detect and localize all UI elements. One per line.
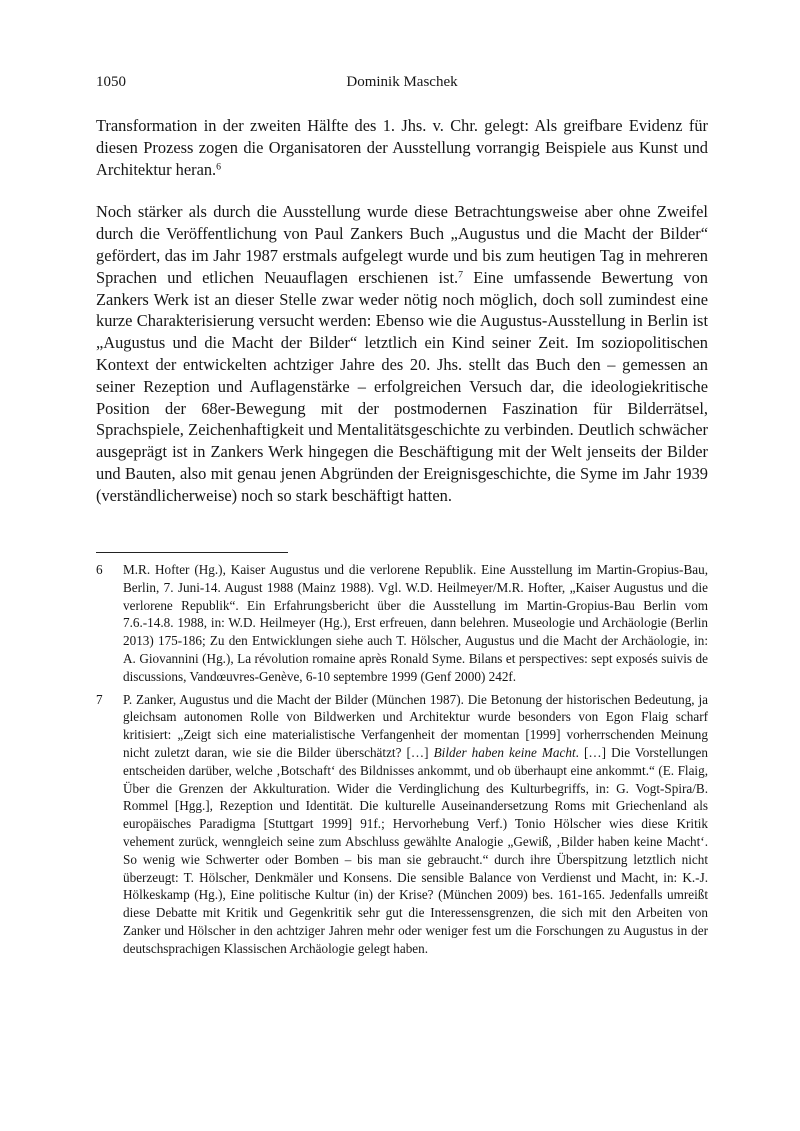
footnote-7 — [96, 691, 708, 958]
footnote-7-text-start: P. Zanker, Augustus und die Macht der Bilder (München 1987). Die Betonung der historischen Bedeutung, ja gleichsam autonomen Rolle von Bildwerken und Architektur wurde besonders von Egon Flaig scharf kritisiert: „Zeigt sich eine materialistische Verfangenheit der momentan [1999] vorherrschenden Meinung nicht zuletzt daran, wie sie die Bilder überschätzt? […] — [123, 691, 708, 760]
paragraph-2-text-start: Noch stärker als durch die Ausstellung wurde diese Betrachtungsweise aber ohne Zweifel durch die Veröffentlichung von Paul Zankers Buch „Augustus und die Macht der Bilder“ gefördert, das im Jahr 1987 erstmals aufgelegt wurde und bis zum heutigen Tag in mehreren Sprachen und etlichen Neuauflagen erschienen ist. — [96, 202, 708, 287]
footnotes — [96, 561, 708, 958]
footnote-6 — [96, 561, 708, 686]
footnote-separator — [96, 552, 288, 553]
footnote-7-text-end: . […] Die Vorstellungen entscheiden darüber, welche ‚Botschaft‘ des Bildnisses ankommt, und ob überhaupt eine ankommt.“ (E. Flaig, Über die Grenzen der Akkulturation. Wider die Verdinglichung des Kulturbegriffs, in: G. Vogt-Spira/B. Rommel [Hgg.], Rezeption und Identität. Die kulturelle Auseinandersetzung Roms mit Griechenland als europäisches Paradigma [Stuttgart 1999] 91f.; Hervorhebung Verf.) Tonio Hölscher wies diese Kritik vehement zurück, wenngleich seine zum Abschluss gewählte Analogie „Gewiß, ‚Bilder haben keine Macht‘. So wenig wie Schwerter oder Bomben – bis man sie gebraucht.“ durch ihre Überspitzung letztlich nicht überzeugt: T. Hölscher, Denkmäler und Konsens. Die sensible Balance von Verdienst und Macht, in: K.-J. Hölkeskamp (Hg.), Eine politische Kultur (in) der Krise? (München 2009) bes. 161-165. Jedenfalls umreißt diese Debatte mit Kritik und Gegenkritik sehr gut die Interessensgrenzen, die sich mit den Arbeiten von Zanker und Hölscher in den achtziger Jahren mehr oder weniger fest um die Forschungen zu Augustus in der deutschsprachigen Klassischen Archäologie gelegt haben. — [123, 744, 709, 956]
paragraph-1-text: Transformation in der zweiten Hälfte des 1. Jhs. v. Chr. gelegt: Als greifbare Evidenz für diesen Prozess zogen die Organisatoren der Ausstellung vorrangig Beispiele aus Kunst und Architektur heran. — [96, 116, 708, 179]
footnote-number: 7 — [96, 691, 103, 707]
footnote-text — [123, 691, 708, 958]
footnote-7-quote-italic: Bilder haben keine Macht — [433, 744, 576, 760]
footnote-text: M.R. Hofter (Hg.), Kaiser Augustus und die verlorene Republik. Eine Ausstellung im Martin-Gropius-Bau, Berlin, 7. Juni-14. August 1988 (Mainz 1988). Vgl. W.D. Heilmeyer/M.R. Hofter, „Kaiser Augustus und die verlorene Republik“. Ein Erfahrungsbericht über die Ausstellung im Martin-Gropius-Bau Berlin vom 7.6.-14.8. 1988, in: W.D. Heilmeyer (Hg.), Erst erfreuen, dann belehren. Museologie und Archäologie (Berlin 2013) 175-186; Zu den Entwicklungen siehe auch T. Hölscher, Augustus und die Macht der Archäologie, in: A. Giovannini (Hg.), La révolution romaine après Ronald Syme. Bilans et perspectives: sept exposés suivis de discussions, Vandœuvres-Genève, 6-10 septembre 1999 (Genf 2000) 242f. — [123, 562, 708, 684]
paragraph-1 — [96, 115, 708, 180]
main-text — [96, 115, 708, 507]
footnote-ref-7[interactable]: 7 — [458, 269, 464, 281]
paragraph-2 — [96, 201, 708, 506]
running-head-author: Dominik Maschek — [346, 74, 458, 90]
footnote-ref-6[interactable]: 6 — [216, 161, 222, 173]
running-head — [96, 72, 708, 92]
footnote-number: 6 — [96, 562, 103, 577]
paragraph-2-text-end: Eine umfassende Bewertung von Zankers Werk ist an dieser Stelle zwar weder nötig noch möglich, doch soll zumindest eine kurze Charakterisierung versucht werden: Ebenso wie die Augustus-Ausstellung in Berlin ist „Augustus und die Macht der Bilder“ letztlich ein Kind seiner Zeit. Im soziopolitischen Kontext der entwickelten achtziger Jahre des 20. Jhs. stellt das Buch den – gemessen an seiner Rezeption und Auflagenstärke – erfolgreichen Versuch dar, die ideologiekritische Position der 68er-Bewegung mit der postmodernen Faszination für Bilderrätsel, Sprachspiele, Zeichenhaftigkeit und Mentalitätsgeschichte zu verbinden. Deutlich schwächer ausgeprägt ist in Zankers Werk hingegen die Beschäftigung mit der Welt jenseits der Bilder und Bauten, also mit genau jenen Abgründen der Ereignisgeschichte, die Syme im Jahr 1939 (verständlicherweise) noch so stark beschäftigt hatten. — [96, 267, 708, 505]
page-number: 1050 — [96, 74, 126, 90]
